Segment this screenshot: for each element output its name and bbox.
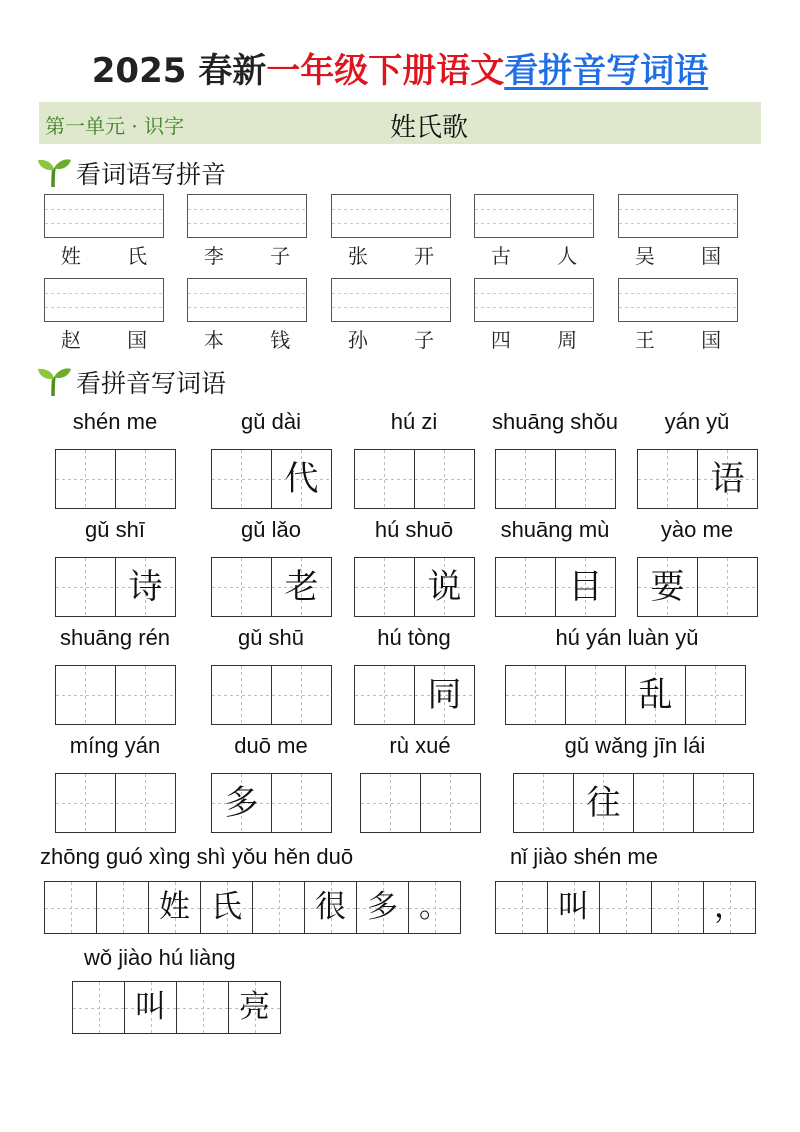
given-character-cell: 说 bbox=[414, 557, 475, 617]
character-grid bbox=[495, 557, 615, 617]
given-character-cell: 诗 bbox=[115, 557, 176, 617]
pinyin-answer-box[interactable] bbox=[187, 278, 307, 322]
pinyin-label: shén me bbox=[72, 409, 158, 434]
section-heading-2 bbox=[36, 364, 226, 400]
pinyin-answer-box[interactable] bbox=[331, 278, 451, 322]
character-grid bbox=[211, 557, 331, 617]
empty-character-cell[interactable] bbox=[599, 881, 652, 934]
empty-character-cell[interactable] bbox=[271, 773, 332, 833]
character-grid bbox=[211, 773, 331, 833]
pinyin-answer-box[interactable] bbox=[187, 194, 307, 238]
pinyin-label: rù xué bbox=[389, 733, 451, 758]
character-grid bbox=[354, 665, 474, 725]
character-grid bbox=[354, 449, 474, 509]
character-grid bbox=[495, 881, 755, 934]
given-character-cell: ， bbox=[703, 881, 756, 934]
character-grid bbox=[354, 557, 474, 617]
unit-label: 第一单元 · 识字 bbox=[45, 114, 185, 138]
empty-character-cell[interactable] bbox=[211, 449, 272, 509]
pinyin-label: hú tòng bbox=[377, 625, 451, 650]
empty-character-cell[interactable] bbox=[637, 449, 698, 509]
sprout-icon bbox=[36, 157, 72, 189]
given-character-cell: 往 bbox=[573, 773, 634, 833]
empty-character-cell[interactable] bbox=[495, 881, 548, 934]
pinyin-answer-box[interactable] bbox=[44, 194, 164, 238]
given-character-cell: 语 bbox=[697, 449, 758, 509]
empty-character-cell[interactable] bbox=[354, 665, 415, 725]
given-character-cell: 多 bbox=[211, 773, 272, 833]
page-title bbox=[0, 42, 800, 100]
prompt-word: 孙 子 bbox=[347, 328, 455, 352]
empty-character-cell[interactable] bbox=[55, 665, 116, 725]
character-grid bbox=[505, 665, 745, 725]
empty-character-cell[interactable] bbox=[176, 981, 229, 1034]
given-character-cell: 老 bbox=[271, 557, 332, 617]
section-heading-1 bbox=[36, 155, 226, 191]
pinyin-label: míng yán bbox=[69, 733, 161, 758]
given-character-cell: 。 bbox=[408, 881, 461, 934]
given-character-cell: 同 bbox=[414, 665, 475, 725]
empty-character-cell[interactable] bbox=[495, 557, 556, 617]
prompt-word: 张 开 bbox=[347, 244, 455, 268]
prompt-word: 王 国 bbox=[634, 328, 742, 352]
title-topic: 看拼音写词语 bbox=[504, 51, 709, 91]
lesson-title: 姓氏歌 bbox=[390, 113, 469, 143]
empty-character-cell[interactable] bbox=[685, 665, 746, 725]
pinyin-label: shuāng rén bbox=[59, 625, 171, 650]
pinyin-label: hú zi bbox=[390, 409, 438, 434]
character-grid bbox=[44, 881, 460, 934]
given-character-cell: 亮 bbox=[228, 981, 281, 1034]
character-grid bbox=[55, 665, 175, 725]
prompt-word: 四 周 bbox=[490, 328, 598, 352]
empty-character-cell[interactable] bbox=[271, 665, 332, 725]
empty-character-cell[interactable] bbox=[115, 773, 176, 833]
title-grade: 一年级下册语文 bbox=[266, 51, 505, 91]
unit-bar bbox=[39, 102, 761, 144]
empty-character-cell[interactable] bbox=[96, 881, 149, 934]
section-title: 看词语写拼音 bbox=[76, 160, 227, 189]
pinyin-label: hú yán luàn yǔ bbox=[555, 625, 699, 650]
given-character-cell: 叫 bbox=[547, 881, 600, 934]
pinyin-label: gǔ shū bbox=[237, 625, 305, 650]
given-character-cell: 目 bbox=[555, 557, 616, 617]
pinyin-label: shuāng mù bbox=[500, 517, 610, 542]
pinyin-label: duō me bbox=[234, 733, 308, 758]
empty-character-cell[interactable] bbox=[55, 557, 116, 617]
prompt-word: 赵 国 bbox=[60, 328, 168, 352]
prompt-word: 古 人 bbox=[490, 244, 598, 268]
empty-character-cell[interactable] bbox=[360, 773, 421, 833]
pinyin-label: gǔ lǎo bbox=[241, 517, 301, 542]
empty-character-cell[interactable] bbox=[633, 773, 694, 833]
character-grid bbox=[55, 557, 175, 617]
empty-character-cell[interactable] bbox=[651, 881, 704, 934]
empty-character-cell[interactable] bbox=[505, 665, 566, 725]
given-character-cell: 氏 bbox=[200, 881, 253, 934]
character-grid bbox=[211, 665, 331, 725]
given-character-cell: 叫 bbox=[124, 981, 177, 1034]
character-grid bbox=[495, 449, 615, 509]
character-grid bbox=[360, 773, 480, 833]
character-grid bbox=[211, 449, 331, 509]
character-grid bbox=[513, 773, 753, 833]
pinyin-answer-box[interactable] bbox=[474, 194, 594, 238]
empty-character-cell[interactable] bbox=[252, 881, 305, 934]
empty-character-cell[interactable] bbox=[513, 773, 574, 833]
character-grid bbox=[637, 557, 757, 617]
character-grid bbox=[55, 773, 175, 833]
pinyin-label: zhōng guó xìng shì yǒu hěn duō bbox=[40, 844, 354, 869]
empty-character-cell[interactable] bbox=[55, 773, 116, 833]
character-grid bbox=[637, 449, 757, 509]
sprout-icon bbox=[36, 366, 72, 398]
empty-character-cell[interactable] bbox=[55, 449, 116, 509]
empty-character-cell[interactable] bbox=[414, 449, 475, 509]
pinyin-label: shuāng shǒu bbox=[492, 409, 618, 434]
empty-character-cell[interactable] bbox=[115, 665, 176, 725]
section-title: 看拼音写词语 bbox=[76, 369, 227, 398]
pinyin-answer-box[interactable] bbox=[331, 194, 451, 238]
prompt-word: 本 钱 bbox=[203, 328, 311, 352]
given-character-cell: 要 bbox=[637, 557, 698, 617]
character-grid bbox=[55, 449, 175, 509]
given-character-cell: 代 bbox=[271, 449, 332, 509]
prompt-word: 吴 国 bbox=[634, 244, 742, 268]
empty-character-cell[interactable] bbox=[495, 449, 556, 509]
given-character-cell: 多 bbox=[356, 881, 409, 934]
empty-character-cell[interactable] bbox=[72, 981, 125, 1034]
pinyin-label: yán yǔ bbox=[664, 409, 730, 434]
empty-character-cell[interactable] bbox=[211, 557, 272, 617]
empty-character-cell[interactable] bbox=[354, 557, 415, 617]
title-year: 2025 春新 bbox=[91, 51, 267, 91]
empty-character-cell[interactable] bbox=[693, 773, 754, 833]
empty-character-cell[interactable] bbox=[44, 881, 97, 934]
pinyin-label: gǔ shī bbox=[85, 517, 145, 542]
empty-character-cell[interactable] bbox=[555, 449, 616, 509]
empty-character-cell[interactable] bbox=[565, 665, 626, 725]
pinyin-answer-box[interactable] bbox=[474, 278, 594, 322]
empty-character-cell[interactable] bbox=[354, 449, 415, 509]
prompt-word: 李 子 bbox=[203, 244, 311, 268]
prompt-word: 姓 氏 bbox=[60, 244, 168, 268]
pinyin-answer-box[interactable] bbox=[618, 194, 738, 238]
pinyin-label: gǔ wǎng jīn lái bbox=[564, 733, 706, 758]
pinyin-answer-box[interactable] bbox=[618, 278, 738, 322]
empty-character-cell[interactable] bbox=[211, 665, 272, 725]
pinyin-label: nǐ jiào shén me bbox=[510, 844, 658, 869]
pinyin-label: hú shuō bbox=[374, 517, 454, 542]
pinyin-label: gǔ dài bbox=[241, 409, 301, 434]
empty-character-cell[interactable] bbox=[420, 773, 481, 833]
pinyin-label: yào me bbox=[660, 517, 734, 542]
empty-character-cell[interactable] bbox=[697, 557, 758, 617]
given-character-cell: 乱 bbox=[625, 665, 686, 725]
pinyin-label: wǒ jiào hú liàng bbox=[84, 945, 236, 970]
pinyin-answer-box[interactable] bbox=[44, 278, 164, 322]
empty-character-cell[interactable] bbox=[115, 449, 176, 509]
character-grid bbox=[72, 981, 280, 1034]
given-character-cell: 很 bbox=[304, 881, 357, 934]
given-character-cell: 姓 bbox=[148, 881, 201, 934]
